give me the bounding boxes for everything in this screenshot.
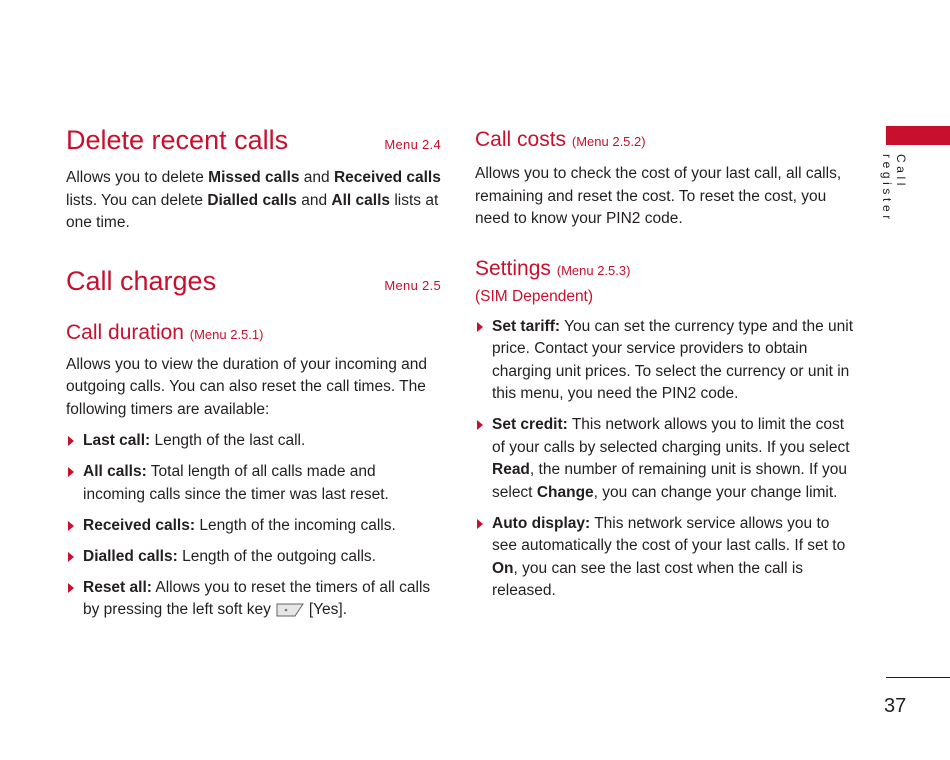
heading-title: Call duration	[66, 320, 184, 344]
heading-settings	[475, 256, 855, 284]
triangle-right-icon	[68, 521, 74, 531]
section-side-label: Call register	[880, 154, 908, 223]
list-item	[66, 577, 441, 622]
heading-call-duration	[66, 320, 441, 348]
page-number-rule	[886, 677, 950, 678]
text-run: and	[296, 191, 332, 209]
item-label: All calls:	[83, 463, 147, 480]
item-text: [Yes].	[308, 601, 348, 618]
item-text: Allows you to reset the timers of all calls by pressing the left soft key	[83, 578, 431, 618]
list-item	[475, 316, 855, 406]
triangle-right-icon	[68, 436, 74, 446]
menu-ref: Menu 2.4	[384, 137, 441, 152]
item-label: Auto display:	[492, 514, 591, 532]
timer-list	[66, 430, 441, 622]
section-tab-marker	[886, 126, 950, 145]
list-item	[66, 430, 441, 453]
item-text: Length of the incoming calls.	[195, 516, 396, 534]
item-text: Total length of all calls made and incoming calls since the timer was last reset.	[83, 463, 389, 503]
text-run: Received calls	[333, 169, 441, 186]
triangle-right-icon	[68, 467, 74, 477]
menu-ref: (Menu 2.5.1)	[189, 326, 264, 342]
text-run: lists at one time.	[66, 191, 439, 231]
item-text: , you can see the last cost when the call is released.	[492, 559, 804, 599]
item-label: Last call:	[83, 432, 151, 449]
left-column	[66, 124, 441, 630]
text-run: lists. You can delete	[66, 191, 208, 209]
item-label: Received calls:	[83, 516, 196, 534]
left-soft-key-icon	[275, 602, 305, 618]
item-text: This network service allows you to see automatically the cost of your last calls. If set to	[492, 514, 846, 554]
item-label: Set credit:	[492, 416, 568, 433]
text-run: Change	[536, 483, 594, 501]
menu-ref: (Menu 2.5.3)	[556, 262, 631, 278]
triangle-right-icon	[477, 519, 483, 529]
list-item	[66, 461, 441, 506]
text-run: Read	[492, 461, 530, 478]
heading-title: Call charges	[66, 265, 217, 296]
item-text: Length of the outgoing calls.	[177, 547, 376, 565]
item-label: Dialled calls:	[83, 547, 178, 565]
text-run: and	[299, 169, 334, 186]
item-text: You can set the currency type and the unit price. Contact your service providers to obtain charging unit prices. To select the currency or unit in this menu, you need the PIN2 code.	[492, 317, 854, 402]
settings-list	[475, 316, 855, 603]
list-item	[475, 513, 855, 603]
item-text: , you can change your change limit.	[593, 483, 838, 501]
text-run: All calls	[331, 191, 391, 209]
text-run: Dialled calls	[207, 191, 297, 209]
settings-subtitle: (SIM Dependent)	[475, 287, 594, 305]
menu-ref: (Menu 2.5.2)	[571, 134, 646, 149]
call-costs-text: Allows you to check the cost of your last call, all calls, remaining and reset the cost. To reset the cost, you need to know your PIN2 code.	[475, 165, 842, 227]
page-number: 37	[884, 695, 907, 717]
heading-call-costs	[475, 127, 855, 155]
item-text: This network allows you to limit the cost of your calls by selected charging units. If you select	[492, 416, 850, 456]
list-item	[66, 546, 441, 569]
right-column	[475, 124, 855, 611]
heading-call-charges	[66, 265, 441, 302]
list-item	[475, 414, 855, 504]
menu-ref: Menu 2.5	[384, 277, 441, 293]
delete-recent-calls-text	[66, 167, 441, 235]
item-label: Set tariff:	[492, 317, 561, 335]
triangle-right-icon	[68, 552, 74, 562]
heading-title: Settings	[475, 256, 551, 280]
heading-delete-recent-calls	[66, 124, 441, 161]
triangle-right-icon	[477, 420, 483, 430]
triangle-right-icon	[68, 583, 74, 593]
triangle-right-icon	[477, 322, 483, 332]
heading-title: Call costs	[475, 128, 567, 151]
text-run: Missed calls	[208, 169, 300, 186]
item-label: Reset all:	[83, 578, 152, 596]
item-text: , the number of remaining unit is shown. If you select	[492, 461, 847, 501]
list-item	[66, 515, 441, 538]
call-duration-text: Allows you to view the duration of your incoming and outgoing calls. You can also reset the call times. The following timers are available:	[66, 355, 428, 418]
item-text: Length of the last call.	[150, 432, 306, 449]
heading-title: Delete recent calls	[66, 125, 289, 155]
text-run: Allows you to delete	[66, 169, 209, 186]
text-run: On	[492, 559, 514, 577]
